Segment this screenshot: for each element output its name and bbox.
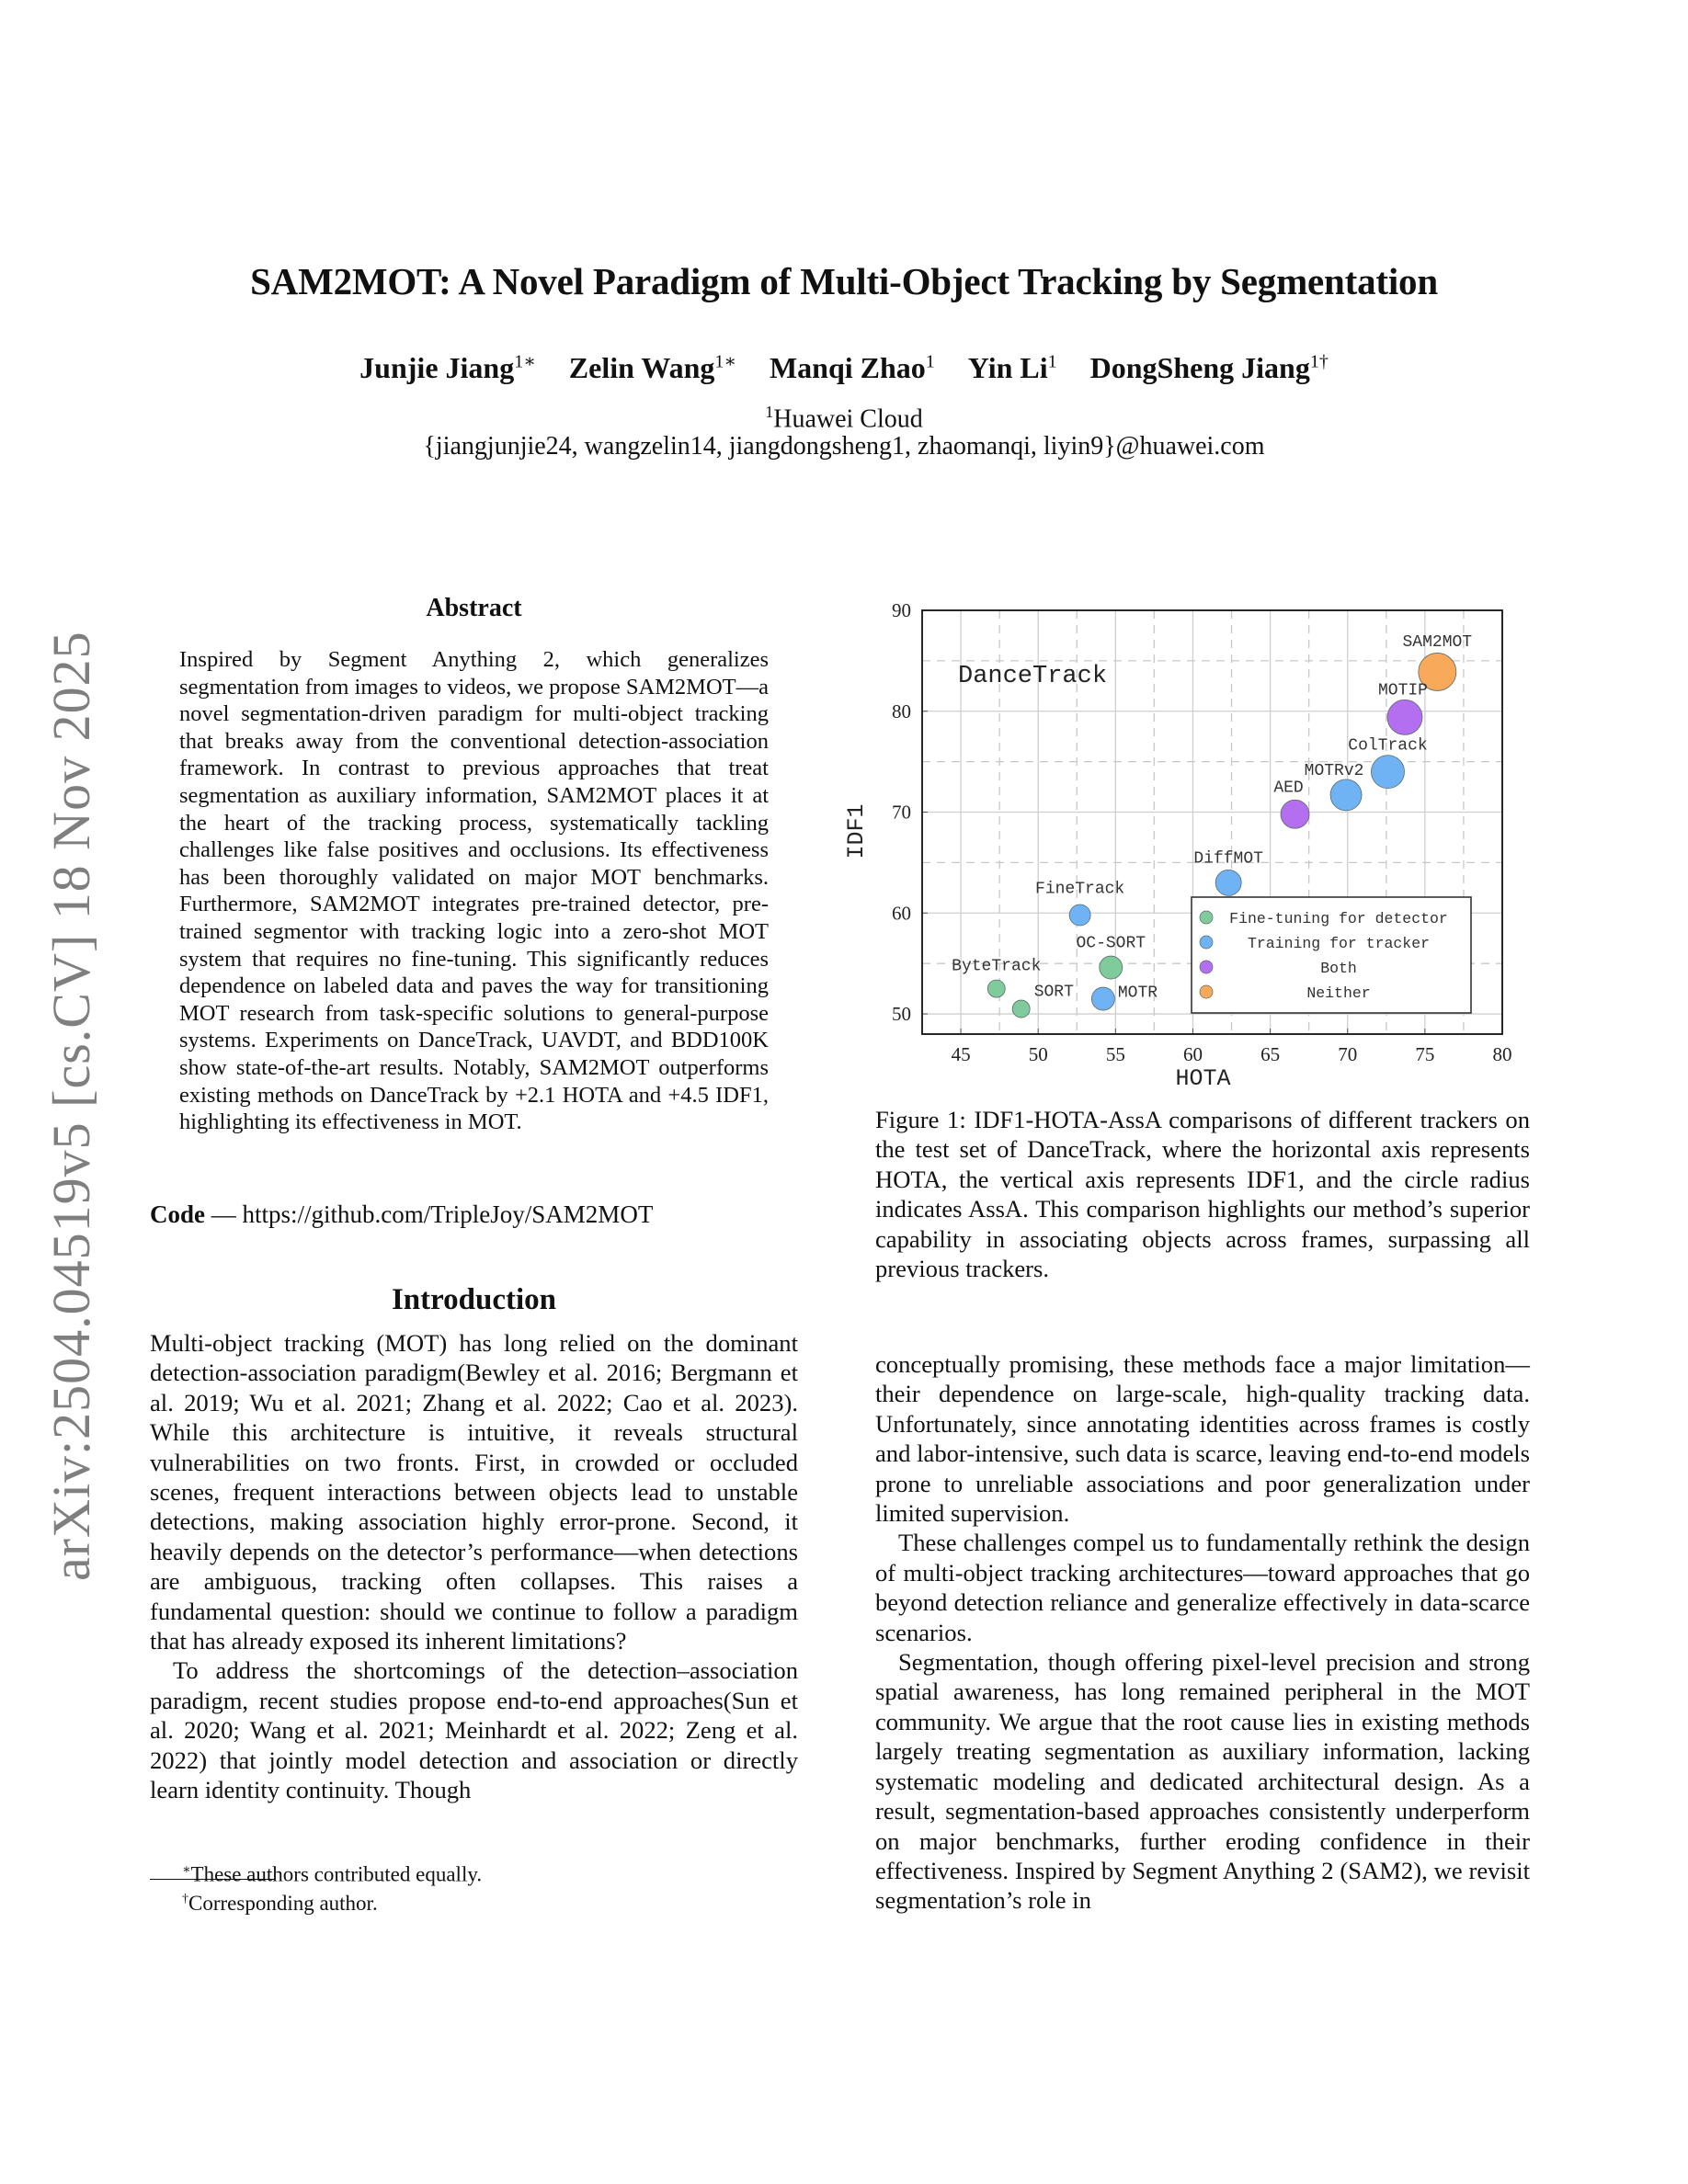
footnote-mark: ∗ <box>182 1863 191 1877</box>
paper-title: SAM2MOT: A Novel Paradigm of Multi-Object Tracking by Segmentation <box>250 260 1438 302</box>
author-affiliation-mark: 1 <box>1047 351 1057 371</box>
code-separator: — <box>205 1200 243 1228</box>
abstract-text: Inspired by Segment Anything 2, which generalizes segmentation from images to videos, we propose SAM2MOT—a novel segmentation-driven paradigm for multi-object tracking that breaks away from the conventional detection-association framework. In contrast to previous approaches that treat segmentation as auxiliary information, SAM2MOT places it at the heart of the tracking process, systematically tackling challenges like false positives and occlusions. Its effectiveness has been thoroughly validated on major MOT benchmarks. Furthermore, SAM2MOT integrates pre-trained detector, pre-trained segmentor with tracking logic into a zero-shot MOT system that requires no fine-tuning. This significantly reduces dependence on labeled data and paves the way for transitioning MOT research from task-specific solutions to general-purpose systems. Experiments on DanceTrack, UAVDT, and BDD100K show state-of-the-art results. Notably, SAM2MOT outperforms existing methods on DanceTrack by +2.1 HOTA and +4.5 IDF1, highlighting its effectiveness in MOT. <box>179 647 769 1135</box>
bubble-bytetrack <box>987 980 1005 997</box>
affiliation-name: Huawei Cloud <box>773 404 923 434</box>
abstract-section <box>150 594 798 1136</box>
bubble-sort <box>1012 1000 1030 1018</box>
author-name: Zelin Wang$^{1∗}$ <box>568 350 736 384</box>
affiliation-mark: 1 <box>765 403 774 421</box>
bubble-aed <box>1281 800 1309 828</box>
legend-swatch-icon <box>1200 985 1213 998</box>
bubble-motr <box>1091 987 1114 1010</box>
author-name: Junjie Jiang$^{1∗}$ <box>359 350 536 384</box>
x-tick-label: 55 <box>1105 1043 1125 1065</box>
author-name: DongSheng Jiang$^{1\dagger}$ <box>1089 350 1329 384</box>
footnote-text: Corresponding author. <box>188 1892 378 1915</box>
bubble-motip <box>1387 700 1422 734</box>
legend-label: Neither <box>1306 984 1371 1002</box>
legend-swatch-icon <box>1200 911 1213 924</box>
abstract-heading: Abstract <box>426 594 522 622</box>
bubble-label-finetrack: FineTrack <box>1035 880 1125 899</box>
author-list <box>0 349 1688 385</box>
legend-swatch-icon <box>1200 936 1213 949</box>
figure-1-bubble-chart <box>827 588 1526 1085</box>
legend-label: Training for tracker <box>1247 935 1431 952</box>
x-tick-label: 65 <box>1260 1043 1281 1065</box>
intro-paragraph: These challenges compel us to fundamentally rethink the design of multi-object tracking architectures—toward approaches that go beyond detection reliance and generalize effectively in data-scarce scenarios. <box>875 1529 1530 1646</box>
chart-canvas <box>827 588 1526 1085</box>
bubble-diffmot <box>1215 870 1241 895</box>
bubble-label-motr: MOTR <box>1117 984 1158 1003</box>
bubble-motrv2 <box>1330 779 1362 811</box>
y-axis-label: IDF1 <box>843 803 870 859</box>
bubble-label-aed: AED <box>1273 779 1304 798</box>
author-name: Manqi Zhao$^1$ <box>769 350 935 384</box>
author-affiliation-mark: 1∗ <box>714 351 736 371</box>
bubble-label-bytetrack: ByteTrack <box>952 957 1042 976</box>
intro-paragraph: Multi-object tracking (MOT) has long relied on the dominant detection-association paradigm(Bewley et al. 2016; Bergmann et al. 2019; Wu et al. 2021; Zhang et al. 2022; Cao et al. 2023). While this architecture is intuitive, it reveals structural vulnerabilities on two fronts. First, in crowded or occluded scenes, frequent interactions between objects lead to unstable detections, making association highly error-prone. Second, it heavily depends on the detector’s performance—when detections are ambiguous, tracking often collapses. This raises a fundamental question: should we continue to follow a paradigm that has already exposed its inherent limitations? <box>150 1329 798 1655</box>
bubble-oc-sort <box>1100 956 1123 979</box>
y-tick-label: 70 <box>892 801 911 824</box>
legend-swatch-icon <box>1200 961 1213 973</box>
introduction-body-right <box>875 1349 1530 1916</box>
x-tick-label: 45 <box>951 1043 971 1065</box>
bubble-label-motip: MOTIP <box>1377 681 1428 700</box>
author-affiliation-mark: 1† <box>1309 351 1329 371</box>
code-url-link[interactable]: https://github.com/TripleJoy/SAM2MOT <box>242 1200 654 1228</box>
code-link-line <box>150 1200 798 1229</box>
footnote-mark: † <box>182 1892 188 1906</box>
y-tick-label: 50 <box>892 1003 911 1026</box>
x-axis-label: HOTA <box>1175 1065 1231 1085</box>
author-emails: {jiangjunjie24, wangzelin14, jiangdongsheng1, zhaomanqi, liyin9}@huawei.com <box>423 432 1265 461</box>
author-affiliation-mark: 1∗ <box>514 351 536 371</box>
introduction-heading: Introduction <box>391 1283 557 1316</box>
legend-label: Both <box>1320 960 1357 977</box>
introduction-section-left <box>150 1283 798 1805</box>
y-tick-label: 90 <box>892 599 911 621</box>
y-tick-label: 80 <box>892 700 911 722</box>
y-tick-label: 60 <box>892 902 911 925</box>
bubble-label-oc-sort: OC-SORT <box>1076 934 1146 953</box>
bubble-label-coltrack: ColTrack <box>1348 736 1428 756</box>
footnote-corresponding <box>182 1892 378 1916</box>
intro-paragraph: conceptually promising, these methods face a major limitation—their dependence on large-scale, high-quality tracking data. Unfortunately, since annotating identities across frames is costly and labor-intensive, such data is scarce, leaving end-to-end models prone to unreliable associations and poor generalization under limited supervision. <box>875 1350 1530 1528</box>
intro-paragraph: Segmentation, though offering pixel-level precision and strong spatial awareness, has long remained peripheral in the MOT community. We argue that the root cause lies in existing methods largely treating segmentation as auxiliary information, lacking systematic modeling and dedicated architectural design. As a result, segmentation-based approaches consistently underperform on major benchmarks, further eroding confidence in their effectiveness. Inspired by Segment Anything 2 (SAM2), we revisit segmentation’s role in <box>875 1648 1530 1915</box>
bubble-label-sort: SORT <box>1033 983 1074 1002</box>
x-tick-label: 60 <box>1182 1043 1203 1065</box>
x-tick-label: 80 <box>1492 1043 1512 1065</box>
footnote-equal-contribution <box>182 1862 482 1887</box>
x-tick-label: 75 <box>1415 1043 1435 1065</box>
author-name: Yin Li$^1$ <box>967 350 1057 384</box>
bubble-label-diffmot: DiffMOT <box>1193 849 1263 869</box>
code-label: Code <box>150 1200 205 1228</box>
chart-title-dancetrack: DanceTrack <box>958 663 1108 690</box>
intro-paragraph: To address the shortcomings of the detection–association paradigm, recent studies propose end-to-end approaches(Sun et al. 2020; Wang et al. 2021; Meinhardt et al. 2022; Zeng et al. 2022) that jointly model detection and association or directly learn identity continuity. Though <box>150 1656 798 1804</box>
x-tick-label: 50 <box>1028 1043 1048 1065</box>
arxiv-stamp: arXiv:2504.04519v5 [cs.CV] 18 Nov 2025 <box>41 631 101 1581</box>
bubble-coltrack <box>1371 756 1404 789</box>
x-tick-label: 70 <box>1338 1043 1358 1065</box>
legend-label: Fine-tuning for detector <box>1229 910 1448 927</box>
footnote-text: These authors contributed equally. <box>190 1862 483 1886</box>
bubble-label-motrv2: MOTRv2 <box>1304 761 1364 780</box>
affiliation <box>0 403 1688 434</box>
figure-caption: Figure 1: IDF1-HOTA-AssA comparisons of different trackers on the test set of DanceTrack, where the horizontal axis represents HOTA, the vertical axis represents IDF1, and the circle radius indicates AssA. This comparison highlights our method’s superior capability in associating objects across frames, surpassing all previous trackers. <box>875 1106 1530 1283</box>
bubble-label-sam2mot: SAM2MOT <box>1402 632 1473 652</box>
author-affiliation-mark: 1 <box>925 351 935 371</box>
introduction-body-left <box>150 1328 798 1805</box>
bubble-finetrack <box>1069 904 1090 926</box>
